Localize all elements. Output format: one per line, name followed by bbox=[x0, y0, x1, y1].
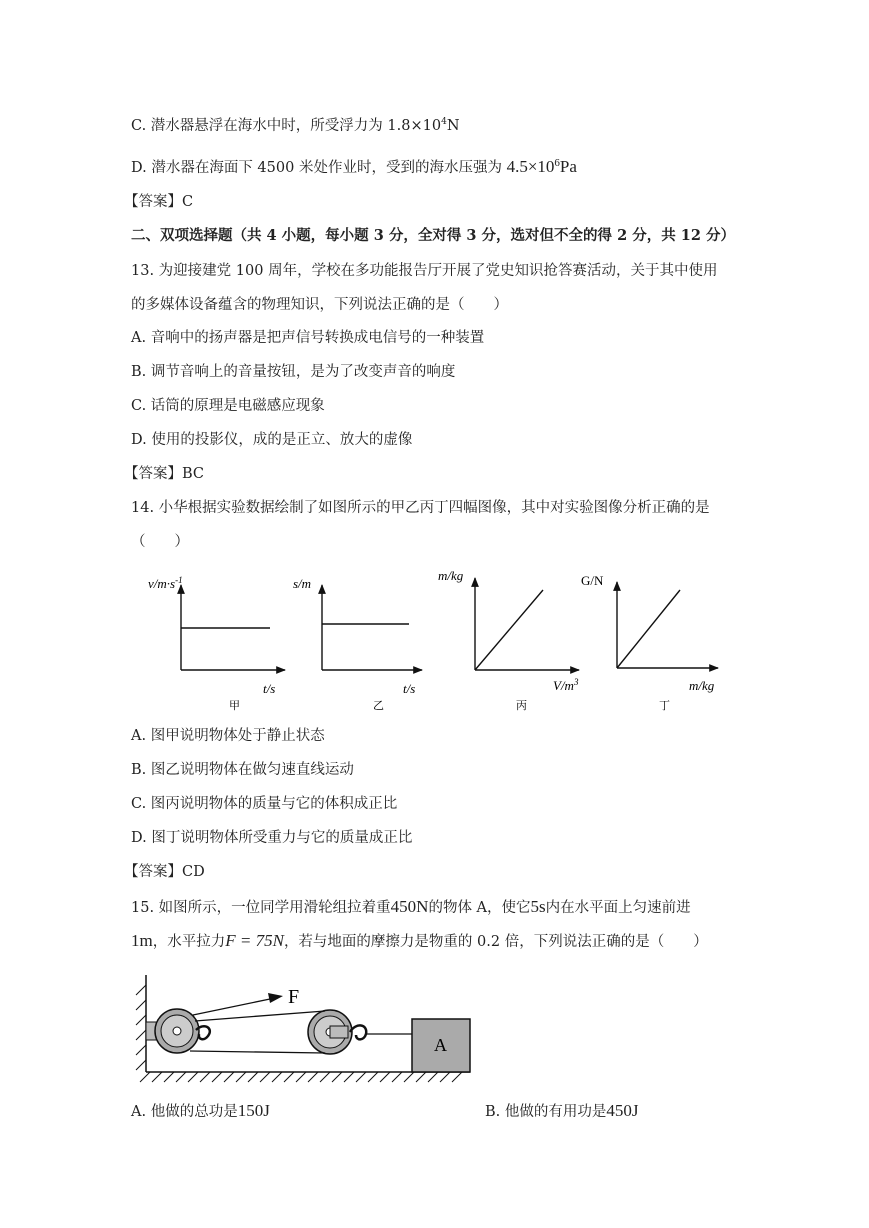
q14-stem-line2: （ ） bbox=[131, 534, 189, 550]
rope-free-end bbox=[193, 999, 270, 1015]
q15-pulley-figure bbox=[136, 975, 470, 1082]
section-heading: 二、双项选择题（共 4 小题，每小题 3 分，全对得 3 分，选对但不全的得 2 分，共 12 分） bbox=[131, 227, 736, 244]
rope-upper bbox=[195, 1011, 325, 1021]
q12-option-c: C. 潜水器悬浮在海水中时，所受浮力为 $1.8\times 10^4N$ bbox=[131, 117, 460, 134]
graph-ding-xlabel: m/kg bbox=[689, 678, 715, 693]
force-label: F bbox=[288, 986, 300, 1008]
graph-yi-ylabel: s/m bbox=[293, 576, 312, 591]
q13-option-a: A. 音响中的扬声器是把声信号转换成电信号的一种装置 bbox=[131, 330, 485, 346]
q14-option-d: D. 图丁说明物体所受重力与它的质量成正比 bbox=[131, 830, 413, 846]
q13-stem-line1: 13. 为迎接建党 100 周年，学校在多功能报告厅开展了党史知识抢答赛活动，关于其中使用 bbox=[131, 263, 718, 279]
q15-stem-line1: 15. 如图所示，一位同学用滑轮组拉着重450N的物体 A，使它5s内在水平面上匀速前进 bbox=[131, 897, 691, 916]
graph-ding-line bbox=[617, 590, 680, 668]
q15-stem-line2: 1m，水平拉力F = 75N，若与地面的摩擦力是物重的 0.2 倍，下列说法正确的是（ ） bbox=[131, 931, 708, 950]
q15-option-b: B. 他做的有用功是450J bbox=[485, 1101, 639, 1120]
q13-option-d: D. 使用的投影仪，成的是正立、放大的虚像 bbox=[131, 432, 413, 448]
block-a-label: A bbox=[434, 1035, 447, 1055]
q14-option-c: C. 图丙说明物体的质量与它的体积成正比 bbox=[131, 796, 398, 812]
rope-lower bbox=[190, 1051, 325, 1053]
graph-ding bbox=[581, 573, 718, 712]
graph-yi-xlabel: t/s bbox=[403, 681, 416, 696]
graph-ding-caption: 丁 bbox=[659, 700, 670, 712]
q13-stem-line2: 的多媒体设备蕴含的物理知识，下列说法正确的是（ ） bbox=[131, 297, 508, 313]
q15-option-a: A. 他做的总功是150J bbox=[131, 1101, 270, 1120]
q14-option-b: B. 图乙说明物体在做匀速直线运动 bbox=[131, 762, 354, 778]
q12-option-d: D. 潜水器在海面下 4500 米处作业时，受到的海水压强为 $4.5\times 10^6Pa$ bbox=[131, 156, 577, 176]
q14-stem-line1: 14. 小华根据实验数据绘制了如图所示的甲乙丙丁四幅图像，其中对实验图像分析正确的是 bbox=[131, 500, 710, 516]
graph-bing bbox=[438, 568, 579, 712]
q14-answer: 【答案】CD bbox=[124, 864, 205, 880]
graph-bing-ylabel: m/kg bbox=[438, 568, 464, 583]
graph-yi bbox=[293, 576, 422, 712]
q14-option-a: A. 图甲说明物体处于静止状态 bbox=[131, 728, 325, 744]
q13-option-b: B. 调节音响上的音量按钮，是为了改变声音的响度 bbox=[131, 364, 456, 380]
graph-bing-xlabel: $V/m^3$ bbox=[553, 677, 579, 693]
graph-yi-caption: 乙 bbox=[373, 700, 384, 712]
graph-jia-xlabel: t/s bbox=[263, 681, 276, 696]
graph-ding-ylabel: G/N bbox=[581, 573, 604, 588]
graph-jia-ylabel: $v/m\cdot s^{-1}$ bbox=[148, 575, 183, 591]
q13-option-c: C. 话筒的原理是电磁感应现象 bbox=[131, 398, 325, 414]
q12-answer: 【答案】C bbox=[124, 194, 194, 210]
graph-bing-line bbox=[475, 590, 543, 670]
q13-answer: 【答案】BC bbox=[124, 466, 205, 482]
graph-jia bbox=[148, 575, 285, 712]
graph-jia-caption: 甲 bbox=[229, 700, 240, 712]
force-arrowhead bbox=[268, 993, 283, 1003]
graph-bing-caption: 丙 bbox=[516, 700, 527, 712]
